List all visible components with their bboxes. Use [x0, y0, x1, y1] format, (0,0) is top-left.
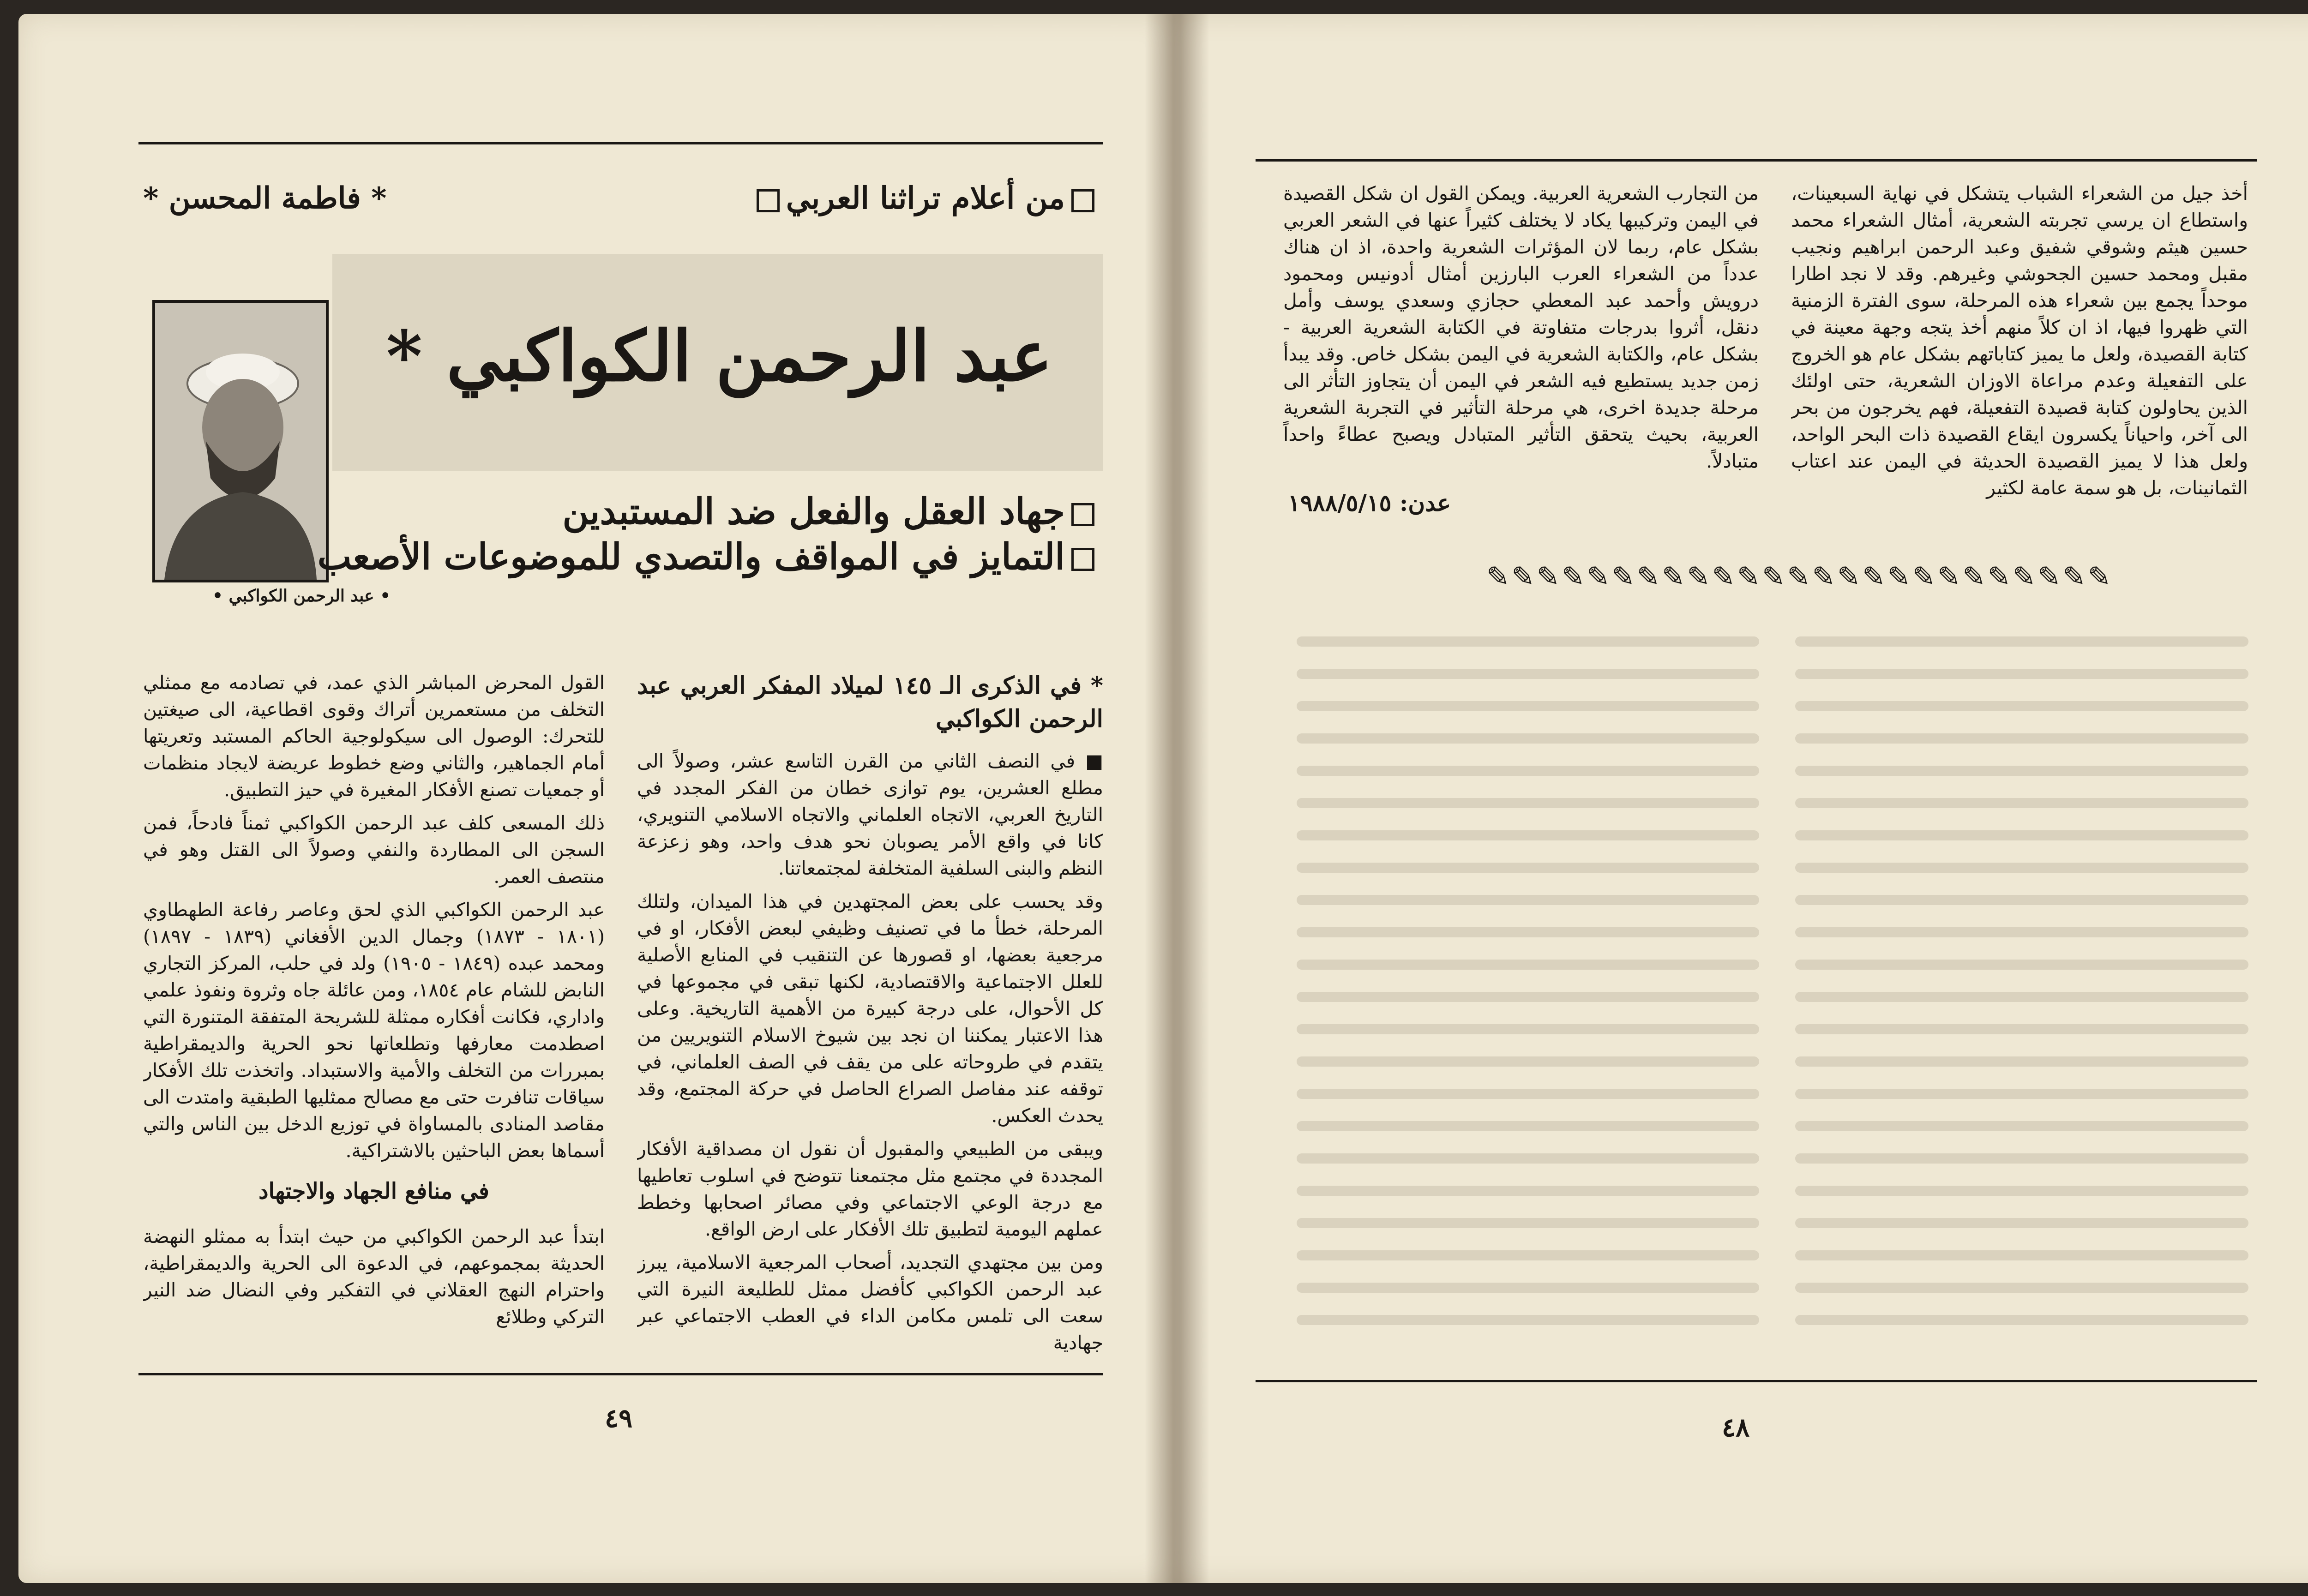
paragraph: ابتدأ عبد الرحمن الكواكبي من حيث ابتدأ به ممثلو النهضة الحديثة بمجموعهم، في الدعوة الى الحرية والديمقراطية، واحترام النهج العقلاني في التفكير وفي النضال ضد النير التركي وطلائع [143, 1225, 605, 1328]
paragraph: من التجارب الشعرية العربية. ويمكن القول ان شكل القصيدة في اليمن وتركيبها يكاد لا يختلف كثيراً عنها في الشعر العربي بشكل عام، ربما لان المؤثرات الشعرية واحدة، اذ ان هناك عدداً من الشعراء العرب البارزين أمثال أدونيس ومحمود درويش وأحمد عبد المعطي حجازي وسعدي يوسف وأمل دنقل، أثروا بدرجات متفاوتة في الكتابة الشعرية العربية - بشكل عام، والكتابة الشعرية في اليمن بشكل خاص. وقد يبدأ زمن جديد يستطيع فيه الشعر في اليمن أن يتجاوز التأثر الى مرحلة جديدة اخرى، هي مرحلة التأثير في التجربة الشعرية العربية، بحيث يتحقق التأثير المتبادل ويصبح عطاءً واحداً متبادلاً. [1283, 182, 1759, 472]
article-title: عبد الرحمن الكواكبي * [386, 316, 1052, 397]
ornament-divider: ✎✎✎✎✎✎✎✎✎✎✎✎✎✎✎✎✎✎✎✎✎✎✎✎✎ [1486, 561, 2113, 593]
portrait-photo [152, 300, 329, 582]
square-bullet-icon [757, 189, 780, 212]
paragraph: وقد يحسب على بعض المجتهدين في هذا الميدان، ولتلك المرحلة، خطأ ما في تصنيف وظيفي لبعض الأفكار، او في مرجعية بعضها، او قصورها عن التنقيب في المنابع الأصلية للعلل الاجتماعية والاقتصادية، لكنها تبقى في مجموعها في كل الأحوال، على درجة كبيرة من الأهمية التاريخية. وعلى هذا الاعتبار يمكننا ان نجد بين شيوخ الاسلام التنويريين من يتقدم في طروحاته على من يقف في الصف العلماني، في توقفه عند مفاصل الصراع الحاصل في حركة المجتمع، وقد يحدث العكس. [637, 890, 1103, 1127]
show-through-lines [1292, 623, 2253, 1352]
signature-dateline: عدن: ١٩٨٨/٥/١٥ [1288, 489, 1451, 516]
author-byline: * فاطمة المحسن * [143, 181, 387, 216]
photo-caption: • عبد الرحمن الكواكبي • [212, 586, 391, 606]
page-48 [1172, 14, 2308, 1583]
top-rule [138, 142, 1103, 144]
right-page-column-left [1283, 180, 1759, 485]
magazine-spread [18, 14, 2308, 1583]
subhead-2: التمايز في المواقف والتصدي للموضوعات الأصعب [318, 534, 1101, 580]
article-kicker: * في الذكرى الـ ١٤٥ لميلاد المفكر العربي عبد الرحمن الكواكبي [637, 672, 1103, 733]
square-bullet-icon [1071, 189, 1094, 212]
page-number: ٤٩ [605, 1403, 633, 1434]
paragraph: ويبقى من الطبيعي والمقبول أن نقول ان مصداقية الأفكار المجددة في مجتمع مثل مجتمعنا تتوضح في اسلوب تعاطيها مع درجة الوعي الاجتماعي وفي مصائر اصحابها وخطط عملهم اليومية لتطبيق تلك الأفكار على ارض الواقع. [637, 1138, 1103, 1240]
bottom-rule [1256, 1380, 2257, 1382]
paragraph: أخذ جيل من الشعراء الشباب يتشكل في نهاية السبعينات، واستطاع ان يرسي تجربته الشعرية، أمثال الشعراء محمد حسين هيثم وشوقي شفيق وعبد الرحمن ابراهيم ونجيب مقبل ومحمد حسين الجحوشي وغيرهم. وقد لا نجد اطارا موحداً يجمع بين شعراء هذه المرحلة، سوى الفترة الزمنية التي ظهروا فيها، اذ ان كلاً منهم أخذ يتجه وجهة معينة في كتابة القصيدة، ولعل ما يميز كتاباتهم بشكل عام هو الخروج على التفعيلة وعدم مراعاة الاوزان الشعرية، حتى اولئك الذين يحاولون كتابة قصيدة التفعيلة، فهم يخرجون من بحر الى آخر، واحياناً يكسرون ايقاع القصيدة ذات البحر الواحد، ولعل هذا لا يميز القصيدة الحديثة في اليمن عند اعتاب الثمانينات، بل هو سمة عامة لكثير [1791, 182, 2248, 499]
top-rule [1256, 159, 2257, 162]
square-bullet-icon [1071, 503, 1094, 526]
bottom-rule [138, 1373, 1103, 1375]
paragraph: ذلك المسعى كلف عبد الرحمن الكواكبي ثمناً فادحاً، فمن السجن الى المطاردة والنفي وصولاً الى القتل وهو في منتصف العمر. [143, 812, 605, 888]
subheads [318, 489, 1101, 579]
section-label: من أعلام تراثنا العربي [750, 180, 1101, 216]
left-page-column-left [143, 669, 605, 1362]
page-number: ٤٨ [1722, 1412, 1750, 1443]
paragraph: ■ في النصف الثاني من القرن التاسع عشر، وصولاً الى مطلع العشرين، يوم توازى خطان من الفكر المجدد في التاريخ العربي، الاتجاه العلماني والاتجاه الاسلامي التنويري، كانا في واقع الأمر يصوبان نحو هدف واحد، وهو زعزعة النظم والبنى السلفية المتخلفة لمجتمعاتنا. [637, 750, 1103, 879]
paragraph: ومن بين مجتهدي التجديد، أصحاب المرجعية الاسلامية، يبرز عبد الرحمن الكواكبي كأفضل ممثل للطليعة النيرة التي سعت الى تلمس مكامن الداء في العطب الاجتماعي عبر جهادية [637, 1251, 1103, 1354]
show-through-area [1292, 623, 2253, 1352]
square-bullet-icon [1071, 548, 1094, 571]
left-page-column-right [637, 669, 1103, 1362]
paragraph: القول المحرض المباشر الذي عمد، في تصادمه مع ممثلي التخلف من مستعمرين أتراك وقوى اقطاعية، الى صيغتين للتحرك: الوصول الى سيكولوجية الحاكم المستبد وتعريتها أمام الجماهير، والثاني وضع خطوط عريضة لايجاد منظمات أو جمعيات تصنع الأفكار المغيرة في حيز التطبيق. [143, 672, 605, 801]
paragraph: عبد الرحمن الكواكبي الذي لحق وعاصر رفاعة الطهطاوي (١٨٠١ - ١٨٧٣) وجمال الدين الأفغاني (١٨٣٩ - ١٨٩٧) ومحمد عبده (١٨٤٩ - ١٩٠٥) ولد في حلب، المركز التجاري النابض للشام عام ١٨٥٤، ومن عائلة جاه وثروة ونفوذ علمي واداري، فكانت أفكاره ممثلة للشريحة المتفقة المتنورة التي اصطدمت معارفها وتطلعاتها نحو الحرية والديمقراطية بمبررات من التخلف والأمية والاستبداد. واتخذت تلك الأفكار سياقات تنافرت حتى مع مصالح ممثليها الطبقية وامتدت الى مقاصد المنادى بالمساواة في توزيع الدخل بين الناس والتي أسماها بعض الباحثين بالاشتراكية. [143, 899, 605, 1162]
right-page-column-right [1791, 180, 2248, 531]
book-gutter [1145, 14, 1209, 1583]
portrait-silhouette-icon [155, 303, 326, 580]
column-subheading: في منافع الجهاد والاجتهاد [258, 1178, 489, 1204]
subhead-1: جهاد العقل والفعل ضد المستبدين [318, 489, 1101, 534]
page-49 [18, 14, 1172, 1583]
